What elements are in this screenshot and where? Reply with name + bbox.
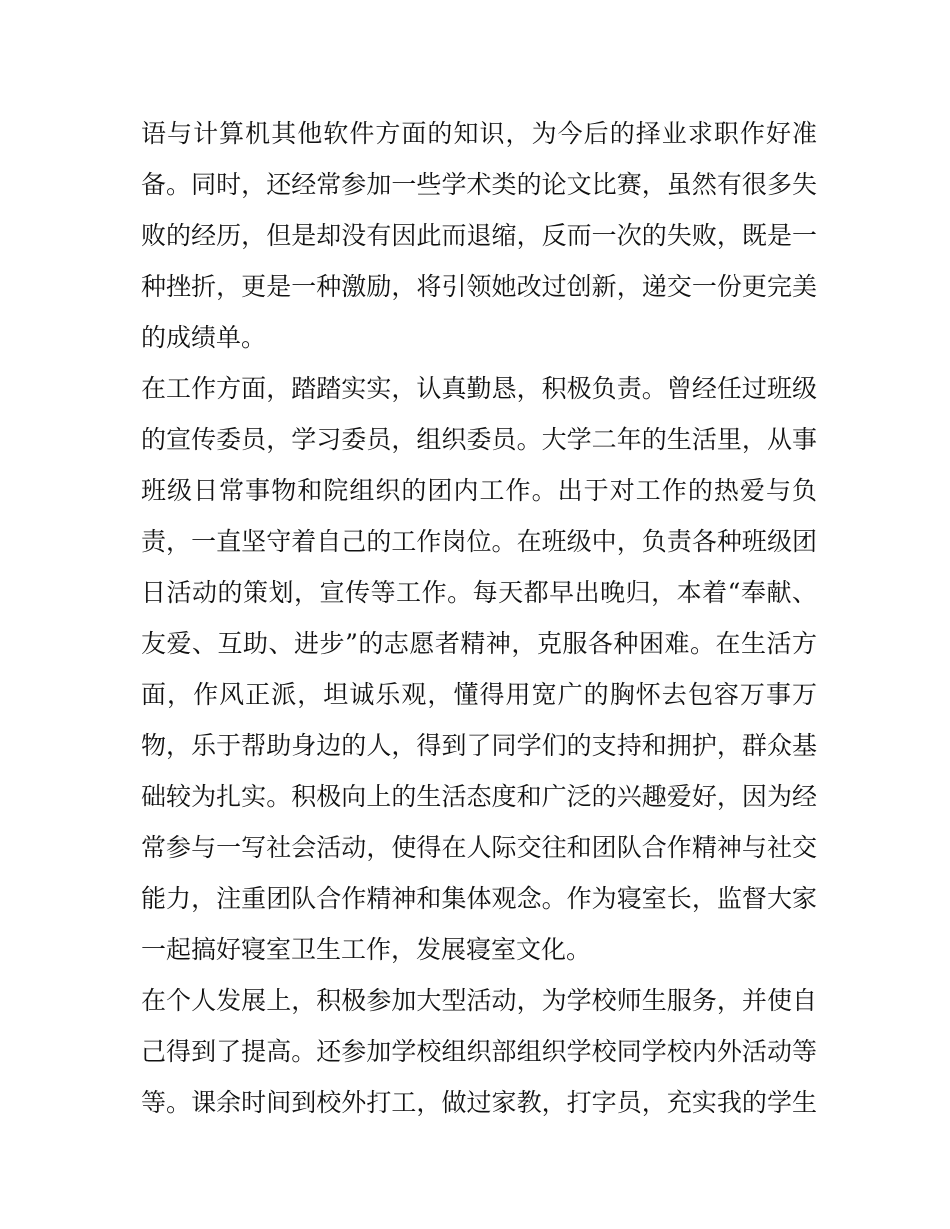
text-line: 败的经历，但是却没有因此而退缩，反而一次的失败，既是一 [141, 221, 817, 250]
paragraph-2 [141, 363, 817, 975]
document-body [141, 108, 817, 1128]
text-line: 班级日常事物和院组织的团内工作。出于对工作的热爱与负 [141, 476, 817, 505]
text-line: 责，一直坚守着自己的工作岗位。在班级中，负责各种班级团 [141, 527, 817, 556]
text-line: 友爱、互助、进步”的志愿者精神，克服各种困难。在生活方 [141, 629, 817, 658]
text-line: 己得到了提高。还参加学校组织部组织学校同学校内外活动等 [141, 1037, 817, 1066]
text-line: 常参与一写社会活动，使得在人际交往和团队合作精神与社交 [141, 833, 817, 862]
text-line: 日活动的策划，宣传等工作。每天都早出晚归，本着“奉献、 [141, 578, 817, 607]
text-line: 的成绩单。 [141, 323, 267, 352]
text-line: 础较为扎实。积极向上的生活态度和广泛的兴趣爱好，因为经 [141, 782, 817, 811]
text-line: 在工作方面，踏踏实实，认真勤恳，积极负责。曾经任过班级 [141, 374, 817, 403]
paragraph-3 [141, 975, 817, 1128]
text-line: 语与计算机其他软件方面的知识，为今后的择业求职作好准 [141, 119, 817, 148]
text-line: 一起搞好寝室卫生工作，发展寝室文化。 [141, 935, 592, 964]
text-line: 面，作风正派，坦诚乐观，懂得用宽广的胸怀去包容万事万 [141, 680, 817, 709]
paragraph-1 [141, 108, 817, 363]
text-line: 的宣传委员，学习委员，组织委员。大学二年的生活里，从事 [141, 425, 817, 454]
text-line: 能力，注重团队合作精神和集体观念。作为寝室长，监督大家 [141, 884, 817, 913]
text-line: 在个人发展上，积极参加大型活动，为学校师生服务，并使自 [141, 986, 817, 1015]
text-line: 种挫折，更是一种激励，将引领她改过创新，递交一份更完美 [141, 272, 817, 301]
text-line: 物，乐于帮助身边的人，得到了同学们的支持和拥护，群众基 [141, 731, 817, 760]
text-line: 等。课余时间到校外打工，做过家教，打字员，充实我的学生 [141, 1088, 817, 1117]
text-line: 备。同时，还经常参加一些学术类的论文比赛，虽然有很多失 [141, 170, 817, 199]
